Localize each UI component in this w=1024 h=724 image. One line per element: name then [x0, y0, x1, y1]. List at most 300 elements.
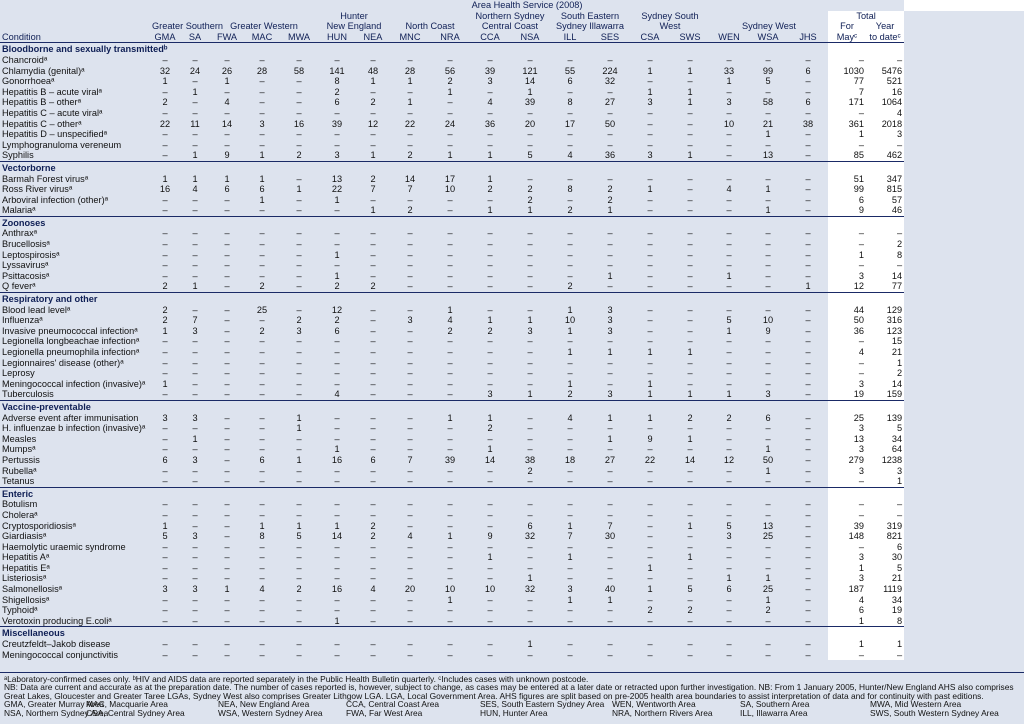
count-cell: – [447, 260, 453, 271]
count-cell: – [567, 239, 573, 250]
count-cell: – [828, 650, 866, 661]
count-cell: – [224, 465, 230, 476]
count-cell: 14 [684, 454, 696, 465]
count-cell: 1 [567, 304, 573, 315]
group-sydney-south-line1: Sydney South [641, 10, 699, 21]
count-cell: 1 [370, 205, 376, 216]
count-cell: – [192, 378, 198, 389]
count-cell: 5 [726, 520, 732, 531]
abbr-item: NRA, Northern Rivers Area [612, 707, 713, 718]
count-cell: – [192, 107, 198, 118]
count-cell: – [687, 465, 693, 476]
condition-name: Verotoxin producing E.coliᵃ [2, 615, 112, 626]
count-cell: – [527, 54, 533, 65]
count-cell: – [765, 107, 771, 118]
count-cell: – [726, 129, 732, 140]
count-cell: – [765, 54, 771, 65]
count-cell: 6 [805, 97, 811, 108]
count-cell: – [224, 205, 230, 216]
count-cell: 2 [370, 531, 376, 542]
count-cell: 27 [604, 97, 616, 108]
count-cell: – [259, 239, 265, 250]
table-row [0, 584, 1024, 595]
abbreviations-row [4, 709, 1024, 717]
count-cell: – [487, 378, 493, 389]
count-cell: – [805, 325, 811, 336]
count-cell: – [259, 465, 265, 476]
count-cell: – [487, 649, 493, 660]
count-cell: – [805, 150, 811, 161]
count-cell: 1 [687, 347, 693, 357]
count-cell: – [647, 118, 653, 129]
count-cell: 2018 [866, 119, 904, 130]
count-cell: – [162, 107, 168, 118]
condition-name: Malariaᵃ [2, 205, 36, 216]
count-cell: 6 [805, 65, 811, 76]
count-cell: – [805, 357, 811, 368]
count-cell: – [487, 541, 493, 552]
count-cell: 2 [296, 584, 302, 595]
count-cell: – [805, 509, 811, 520]
count-cell: – [407, 270, 413, 281]
count-cell: – [296, 129, 302, 140]
count-cell: 1 [866, 639, 904, 650]
count-cell: – [447, 228, 453, 239]
count-cell: – [370, 444, 376, 455]
count-cell: – [447, 249, 453, 260]
table-row [0, 605, 1024, 616]
count-cell: 171 [828, 97, 866, 108]
count-cell: 5476 [866, 66, 904, 77]
count-cell: – [527, 304, 533, 315]
count-cell: 1 [224, 173, 230, 184]
count-cell: 2 [162, 315, 168, 326]
condition-name: Typhoidᵃ [2, 605, 38, 616]
count-cell: – [447, 423, 453, 434]
count-cell: 1 [687, 389, 693, 400]
table-row [0, 129, 1024, 140]
count-cell: – [259, 433, 265, 444]
count-cell: 77 [828, 76, 866, 87]
count-cell: – [407, 249, 413, 260]
count-cell: – [296, 389, 302, 400]
count-cell: – [828, 336, 866, 347]
count-cell: 4 [370, 584, 376, 595]
condition-name: Shigellosisᵃ [2, 594, 50, 605]
count-cell: – [765, 433, 771, 444]
count-cell: – [259, 639, 265, 650]
count-cell: 14 [524, 76, 536, 87]
count-cell: – [487, 239, 493, 250]
count-cell: – [370, 347, 376, 357]
section-title: Miscellaneous [0, 627, 828, 639]
count-cell: – [805, 639, 811, 650]
count-cell: – [407, 336, 413, 347]
count-cell: – [567, 444, 573, 455]
count-cell: – [296, 465, 302, 476]
count-cell: – [687, 107, 693, 118]
count-cell: – [296, 260, 302, 271]
count-cell: 7 [370, 184, 376, 195]
table-row [0, 434, 1024, 445]
count-cell: – [407, 228, 413, 239]
count-cell: – [765, 368, 771, 379]
count-cell: – [447, 368, 453, 379]
abbr-item: FWA, Far West Area [346, 707, 423, 718]
count-cell: 123 [866, 326, 904, 337]
count-cell: 21 [866, 573, 904, 584]
count-cell: 32 [524, 584, 536, 595]
count-cell: 14 [866, 379, 904, 390]
count-cell: – [487, 509, 493, 520]
count-cell: – [647, 139, 653, 150]
count-cell: – [487, 304, 493, 315]
count-cell: – [607, 562, 613, 573]
count-cell: 33 [723, 65, 735, 76]
count-cell: 1 [647, 184, 653, 195]
count-cell: 3 [828, 573, 866, 584]
count-cell: 6 [224, 184, 230, 195]
count-cell: 5 [726, 315, 732, 326]
count-cell: – [805, 465, 811, 476]
count-cell: 1 [687, 86, 693, 97]
count-cell: 1 [726, 270, 732, 281]
count-cell: 25 [762, 531, 774, 542]
count-cell: – [296, 194, 302, 205]
table-row [0, 119, 1024, 130]
count-cell: – [259, 336, 265, 347]
count-cell: – [224, 270, 230, 281]
count-cell: – [647, 54, 653, 65]
count-cell: – [259, 139, 265, 150]
count-cell: 10 [484, 584, 496, 595]
count-cell: – [447, 194, 453, 205]
condition-name: Giardiasisᵃ [2, 531, 47, 542]
table-row [0, 174, 1024, 185]
count-cell: 1 [447, 150, 453, 161]
count-cell: – [370, 465, 376, 476]
abbr-item: CCA, Central Coast Area [346, 699, 440, 710]
condition-name: Q feverᵃ [2, 281, 36, 292]
table-row [0, 239, 1024, 250]
count-cell: – [370, 649, 376, 660]
col-fwa: FWA [210, 32, 244, 43]
count-cell: – [866, 228, 904, 239]
count-cell: 1 [567, 520, 573, 531]
count-cell: – [370, 615, 376, 626]
count-cell: – [687, 325, 693, 336]
count-cell: – [687, 423, 693, 434]
count-cell: – [224, 412, 230, 423]
count-cell: 3 [828, 379, 866, 390]
count-cell: – [487, 270, 493, 281]
count-cell: – [805, 423, 811, 434]
count-cell: – [296, 205, 302, 216]
count-cell: 8 [334, 76, 340, 87]
count-cell: – [447, 129, 453, 140]
count-cell: – [805, 454, 811, 465]
count-cell: – [765, 139, 771, 150]
count-cell: 20 [524, 118, 536, 129]
count-cell: – [647, 444, 653, 455]
count-cell: – [224, 389, 230, 400]
count-cell: 1 [765, 129, 771, 140]
count-cell: 2 [866, 368, 904, 379]
count-cell: – [805, 194, 811, 205]
count-cell: 1 [828, 129, 866, 140]
count-cell: – [567, 228, 573, 239]
count-cell: 36 [604, 150, 616, 161]
count-cell: 30 [866, 552, 904, 563]
count-cell: 39 [484, 65, 496, 76]
condition-name: Measles [2, 433, 37, 444]
count-cell: – [162, 573, 168, 584]
table-row [0, 108, 1024, 119]
count-cell: – [805, 139, 811, 150]
count-cell: 2 [527, 184, 533, 195]
abbr-item: CSA, Central Sydney Area [86, 707, 185, 718]
count-cell: – [687, 541, 693, 552]
count-cell: 28 [256, 65, 268, 76]
count-cell: 1 [647, 412, 653, 423]
count-cell: 6 [828, 195, 866, 206]
count-cell: 4 [192, 184, 198, 195]
count-cell: – [567, 249, 573, 260]
count-cell: – [407, 639, 413, 650]
count-cell: 1 [487, 552, 493, 563]
count-cell: – [726, 368, 732, 379]
count-cell: – [726, 281, 732, 292]
count-cell: 3 [192, 412, 198, 423]
count-cell: – [828, 368, 866, 379]
count-cell: – [296, 433, 302, 444]
count-cell: – [726, 107, 732, 118]
col-mwa: MWA [280, 32, 318, 43]
count-cell: 1 [447, 594, 453, 605]
table-row [0, 423, 1024, 434]
count-cell: – [607, 444, 613, 455]
count-cell: – [687, 444, 693, 455]
col-jhs: JHS [788, 32, 828, 43]
count-cell: – [567, 615, 573, 626]
count-cell: 815 [866, 184, 904, 195]
count-cell: 2 [567, 281, 573, 292]
col-csa: CSA [630, 32, 670, 43]
count-cell: – [407, 573, 413, 584]
count-cell: – [647, 509, 653, 520]
count-cell: – [687, 368, 693, 379]
count-cell: – [567, 107, 573, 118]
count-cell: – [224, 107, 230, 118]
count-cell: – [224, 649, 230, 660]
table-row [0, 55, 1024, 66]
count-cell: 3 [828, 444, 866, 455]
count-cell: – [407, 86, 413, 97]
count-cell: – [447, 639, 453, 650]
count-cell: – [162, 444, 168, 455]
condition-name: Invasive pneumococcal infectionᵃ [2, 325, 138, 336]
count-cell: – [726, 509, 732, 520]
count-cell: – [447, 541, 453, 552]
count-cell: – [162, 357, 168, 368]
condition-name: Legionnaires' disease (other)ᵃ [2, 357, 124, 368]
count-cell: – [567, 270, 573, 281]
count-cell: 7 [407, 184, 413, 195]
condition-name: Chancroidᵃ [2, 54, 48, 65]
count-cell: – [487, 499, 493, 510]
count-cell: 51 [828, 174, 866, 185]
count-cell: 1 [487, 205, 493, 216]
count-cell: – [447, 357, 453, 368]
count-cell: 1 [334, 520, 340, 531]
count-cell: – [370, 129, 376, 140]
count-cell: 4 [224, 97, 230, 108]
table-row [0, 150, 1024, 161]
table-row [0, 228, 1024, 239]
condition-name: Chlamydia (genital)ᵃ [2, 65, 85, 76]
count-cell: 2 [407, 205, 413, 216]
count-cell: – [192, 476, 198, 487]
count-cell: – [805, 228, 811, 239]
count-cell: 4 [487, 97, 493, 108]
count-cell: – [334, 541, 340, 552]
table-body [0, 43, 1024, 660]
count-cell: – [370, 107, 376, 118]
count-cell: 2 [447, 76, 453, 87]
count-cell: – [726, 205, 732, 216]
count-cell: – [296, 476, 302, 487]
count-cell: 1 [607, 347, 613, 357]
condition-name: Arboviral infection (other)ᵃ [2, 194, 109, 205]
count-cell: – [765, 228, 771, 239]
count-cell: 361 [828, 119, 866, 130]
count-cell: – [765, 347, 771, 357]
count-cell: 1 [687, 97, 693, 108]
count-cell: 1 [259, 520, 265, 531]
count-cell: – [567, 423, 573, 434]
count-cell: – [224, 129, 230, 140]
section-title: Bloodborne and sexually transmittedᵇ [0, 43, 828, 55]
count-cell: – [259, 552, 265, 563]
count-cell: – [162, 605, 168, 616]
count-cell: – [687, 205, 693, 216]
count-cell: – [805, 260, 811, 271]
count-cell: – [224, 454, 230, 465]
count-cell: 319 [866, 521, 904, 532]
count-cell: – [259, 228, 265, 239]
count-cell: 2 [687, 605, 693, 616]
count-cell: 821 [866, 531, 904, 542]
table-row [0, 305, 1024, 316]
count-cell: – [296, 228, 302, 239]
count-cell: – [162, 389, 168, 400]
count-cell: – [527, 541, 533, 552]
count-cell: 2 [296, 315, 302, 326]
count-cell: – [567, 433, 573, 444]
count-cell: – [487, 433, 493, 444]
condition-name: Legionella longbeachae infectionᵃ [2, 336, 140, 347]
section-row [0, 487, 1024, 499]
count-cell: 1 [370, 76, 376, 87]
count-cell: – [259, 97, 265, 108]
count-cell: 10 [762, 315, 774, 326]
count-cell: – [647, 552, 653, 563]
count-cell: – [224, 541, 230, 552]
count-cell: – [765, 552, 771, 563]
count-cell: 1119 [866, 584, 904, 595]
count-cell: 17 [444, 173, 456, 184]
count-cell: 1 [647, 86, 653, 97]
count-cell: 3 [866, 466, 904, 477]
count-cell: – [407, 499, 413, 510]
count-cell: – [334, 378, 340, 389]
area-health-service-heading: Area Health Service (2008) [471, 0, 583, 10]
count-cell: 8 [567, 97, 573, 108]
count-cell: – [334, 573, 340, 584]
count-cell: – [726, 228, 732, 239]
count-cell: 39 [524, 97, 536, 108]
count-cell: – [296, 86, 302, 97]
count-cell: 11 [190, 118, 200, 129]
count-cell: 22 [331, 184, 343, 195]
count-cell: 77 [866, 281, 904, 292]
count-cell: – [607, 249, 613, 260]
count-cell: 21 [866, 347, 904, 358]
condition-name: Hepatitis B – otherᵃ [2, 97, 81, 108]
count-cell: – [607, 499, 613, 510]
count-cell: 1 [607, 412, 613, 423]
count-cell: – [647, 173, 653, 184]
count-cell: – [527, 239, 533, 250]
count-cell: 1 [647, 378, 653, 389]
count-cell: – [805, 315, 811, 326]
table-row [0, 389, 1024, 400]
count-cell: 16 [331, 584, 343, 595]
count-cell: 141 [329, 65, 345, 76]
table-row [0, 347, 1024, 358]
count-cell: 2 [647, 605, 653, 616]
count-cell: – [765, 173, 771, 184]
count-cell: – [334, 228, 340, 239]
count-cell: 3 [607, 315, 613, 326]
count-cell: 9 [828, 205, 866, 216]
count-cell: – [407, 541, 413, 552]
count-cell: – [805, 520, 811, 531]
count-cell: 2 [162, 97, 168, 108]
table-row [0, 444, 1024, 455]
count-cell: – [567, 465, 573, 476]
count-cell: – [296, 499, 302, 510]
count-cell: – [607, 107, 613, 118]
count-cell: – [224, 357, 230, 368]
count-cell: – [192, 304, 198, 315]
condition-name: Choleraᵃ [2, 509, 38, 520]
count-cell: – [765, 378, 771, 389]
group-greater-southern: Greater Southern [152, 21, 223, 32]
count-cell: – [162, 509, 168, 520]
count-cell: – [334, 476, 340, 487]
count-cell: – [192, 615, 198, 626]
count-cell: – [805, 531, 811, 542]
count-cell: – [647, 541, 653, 552]
count-cell: – [726, 541, 732, 552]
count-cell: – [866, 55, 904, 66]
count-cell: – [259, 249, 265, 260]
table-row [0, 510, 1024, 521]
count-cell: – [805, 76, 811, 87]
count-cell: – [407, 325, 413, 336]
abbr-item: NEA, New England Area [218, 699, 310, 710]
